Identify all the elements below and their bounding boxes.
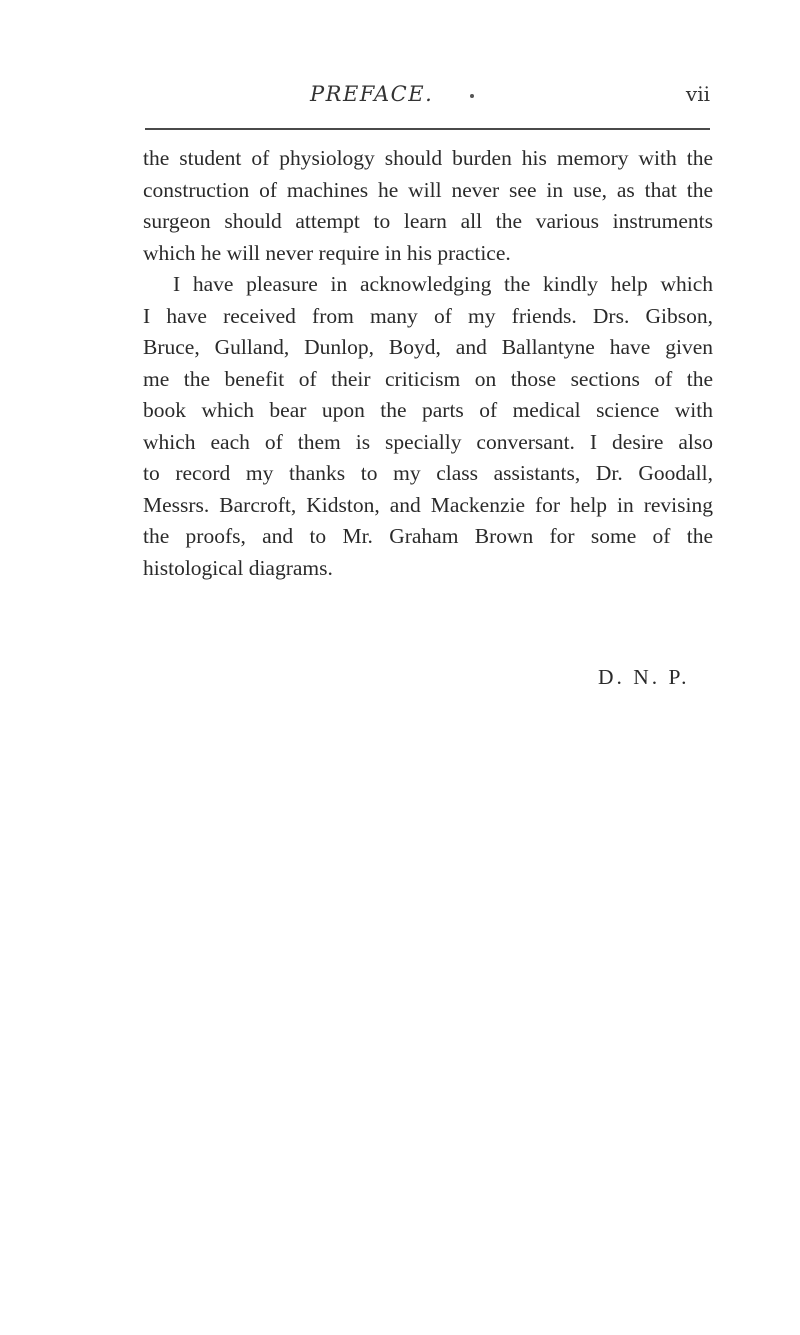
text-line: the student of physiology should burden his memory with the bbox=[143, 146, 713, 170]
page-number: vii bbox=[685, 82, 710, 106]
text-line: book which bear upon the parts of medical science with bbox=[143, 398, 713, 422]
running-title: PREFACE. bbox=[310, 82, 434, 106]
text-line: me the benefit of their criticism on those sections of the bbox=[143, 366, 713, 391]
text-line: histological diagrams. bbox=[143, 555, 333, 580]
header-rule bbox=[145, 128, 710, 130]
text-line: Bruce, Gulland, Dunlop, Boyd, and Ballantyne have given bbox=[143, 335, 713, 359]
body-text bbox=[143, 143, 713, 584]
text-line: I have received from many of my friends. Drs. Gibson, bbox=[143, 303, 713, 328]
text-line: which he will never require in his practice. bbox=[143, 240, 511, 265]
text-line: to record my thanks to my class assistants, Dr. Goodall, bbox=[143, 461, 713, 485]
text-line: the proofs, and to Mr. Graham Brown for some of the bbox=[143, 524, 713, 548]
text-line: I have pleasure in acknowledging the kindly help which bbox=[173, 272, 713, 296]
paragraph bbox=[143, 143, 713, 269]
header-dot bbox=[470, 94, 474, 98]
paragraph bbox=[143, 269, 713, 584]
text-line: construction of machines he will never see in use, as that the bbox=[143, 177, 713, 202]
text-line: Messrs. Barcroft, Kidston, and Mackenzie for help in revising bbox=[143, 492, 713, 517]
text-line: which each of them is specially conversant. I desire also bbox=[143, 429, 713, 454]
page-header bbox=[145, 82, 710, 112]
text-line: surgeon should attempt to learn all the various instruments bbox=[143, 209, 713, 233]
signature-initials: D. N. P. bbox=[598, 665, 690, 689]
